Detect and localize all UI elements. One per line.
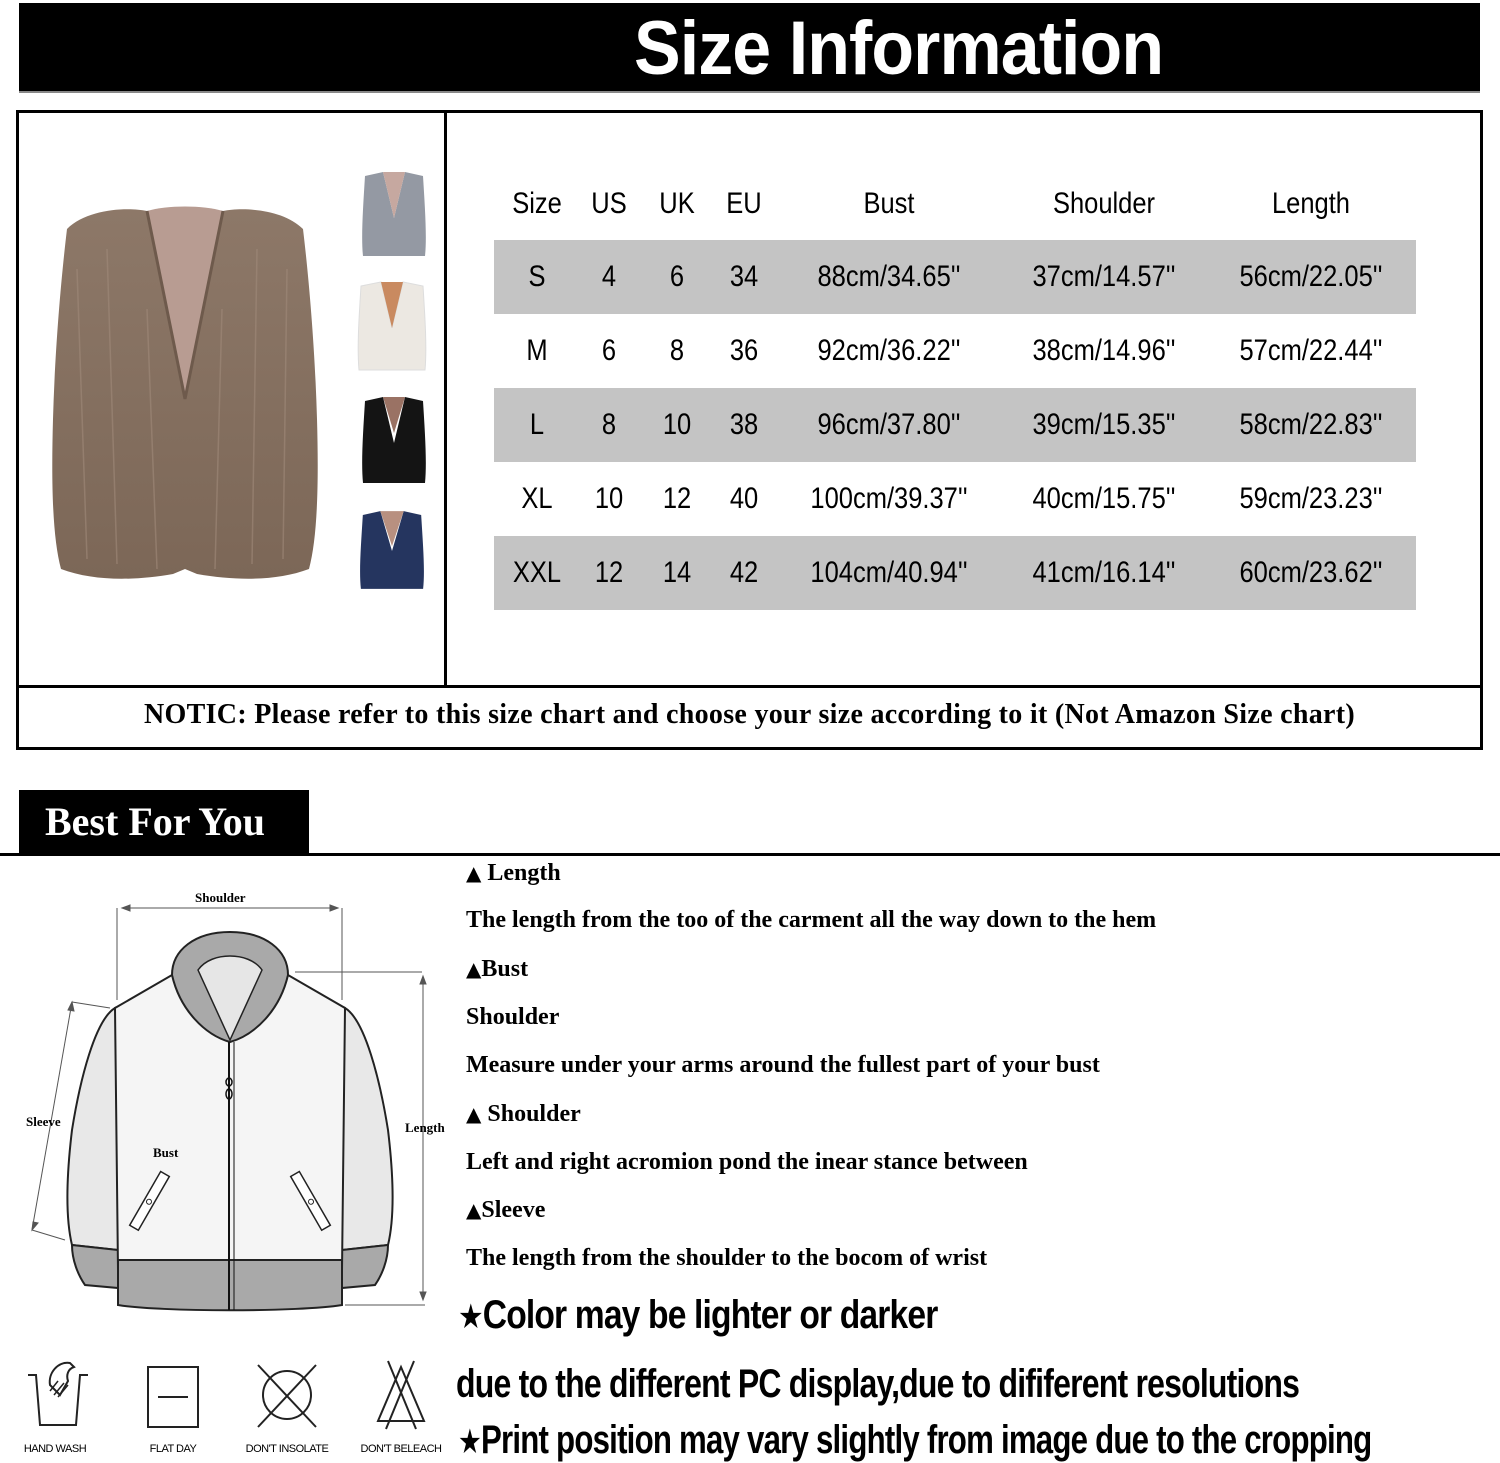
size-table <box>494 168 1416 610</box>
flat-dry-icon <box>138 1355 208 1430</box>
triangle-icon: ▲ <box>466 1102 482 1126</box>
no-sun-icon <box>252 1355 322 1430</box>
cell-length: 59cm/23.23'' <box>1239 482 1383 515</box>
cell-eu: 34 <box>729 260 759 293</box>
cell-bust: 104cm/40.94'' <box>810 556 968 589</box>
column-header: Length <box>1271 187 1350 220</box>
cell-uk: 6 <box>669 260 685 293</box>
cell-uk: 10 <box>662 408 692 441</box>
disclaimer-color: ★Color may be lighter or darker <box>458 1293 938 1337</box>
product-photo-main <box>47 189 323 587</box>
cell-eu: 38 <box>729 408 759 441</box>
product-thumbnail-gray <box>359 168 429 260</box>
page-title: Size Information <box>634 6 1164 91</box>
best-for-you-tab <box>19 790 309 854</box>
divider <box>444 113 447 685</box>
column-header: Bust <box>863 187 915 220</box>
care-item <box>232 1355 342 1455</box>
cell-length: 60cm/23.62'' <box>1239 556 1383 589</box>
column-header: US <box>591 187 627 220</box>
cell-eu: 36 <box>729 334 759 367</box>
cell-size: S <box>528 260 546 293</box>
hand-wash-icon <box>20 1355 90 1430</box>
table-row <box>494 314 1416 388</box>
cell-bust: 88cm/34.65'' <box>817 260 961 293</box>
cell-shoulder: 40cm/15.75'' <box>1032 482 1176 515</box>
cell-bust: 100cm/39.37'' <box>810 482 968 515</box>
care-label: HAND WASH <box>23 1443 87 1455</box>
star-icon: ★ <box>458 1422 481 1462</box>
cell-us: 6 <box>601 334 617 367</box>
product-thumbnail-navy <box>357 506 427 594</box>
cell-length: 57cm/22.44'' <box>1239 334 1383 367</box>
disclaimer-print: ★Print position may vary slightly from image due to the cropping <box>458 1418 1372 1462</box>
care-item <box>0 1355 110 1455</box>
guide-heading-bust: ▲Bust <box>466 956 529 982</box>
no-bleach-icon <box>366 1355 436 1430</box>
cell-us: 4 <box>601 260 617 293</box>
guide-text: Measure under your arms around the fullest part of your bust <box>466 1052 1100 1078</box>
jacket-illustration <box>0 880 460 1320</box>
cell-uk: 14 <box>662 556 692 589</box>
column-header: UK <box>659 187 695 220</box>
cell-us: 10 <box>594 482 624 515</box>
diagram-label-length: Length <box>405 1120 445 1135</box>
cell-size: L <box>529 408 545 441</box>
section-title: Best For You <box>45 799 265 844</box>
cell-size: XL <box>521 482 553 515</box>
column-header: Shoulder <box>1052 187 1156 220</box>
cell-shoulder: 41cm/16.14'' <box>1032 556 1176 589</box>
cell-length: 58cm/22.83'' <box>1239 408 1383 441</box>
care-label: DON'T INSOLATE <box>245 1443 329 1455</box>
product-thumbnail-black <box>359 393 429 487</box>
triangle-icon: ▲ <box>466 957 482 981</box>
cell-us: 12 <box>594 556 624 589</box>
care-label: DON'T BELEACH <box>360 1443 442 1455</box>
size-notice: NOTIC: Please refer to this size chart and choose your size according to it (Not Amazon Size chart) <box>144 699 1355 730</box>
cell-eu: 42 <box>729 556 759 589</box>
size-chart-frame <box>16 110 1483 750</box>
cell-bust: 96cm/37.80'' <box>817 408 961 441</box>
guide-text: The length from the too of the carment all the way down to the hem <box>466 907 1157 933</box>
care-instructions <box>0 1355 460 1463</box>
cell-us: 8 <box>601 408 617 441</box>
table-header <box>494 168 1416 240</box>
column-header: Size <box>512 187 562 220</box>
guide-heading-length: ▲ Length <box>466 860 561 886</box>
guide-text: The length from the shoulder to the bocom of wrist <box>466 1245 988 1271</box>
care-label: FLAT DAY <box>149 1443 197 1455</box>
care-item <box>118 1355 228 1455</box>
triangle-icon: ▲ <box>466 1198 482 1222</box>
cell-shoulder: 37cm/14.57'' <box>1032 260 1176 293</box>
care-item <box>346 1355 456 1455</box>
cell-uk: 8 <box>669 334 685 367</box>
divider <box>0 853 1500 856</box>
diagram-label-sleeve: Sleeve <box>26 1114 61 1129</box>
guide-text: Shoulder <box>466 1004 560 1030</box>
cell-uk: 12 <box>662 482 692 515</box>
guide-heading-sleeve: ▲Sleeve <box>466 1197 546 1223</box>
cell-shoulder: 39cm/15.35'' <box>1032 408 1176 441</box>
divider <box>19 685 1480 688</box>
cell-size: M <box>526 334 548 367</box>
cell-shoulder: 38cm/14.96'' <box>1032 334 1176 367</box>
title-banner <box>19 3 1480 93</box>
guide-text: Left and right acromion pond the inear stance between <box>466 1149 1028 1175</box>
cell-length: 56cm/22.05'' <box>1239 260 1383 293</box>
guide-heading-shoulder: ▲ Shoulder <box>466 1101 581 1127</box>
cell-size: XXL <box>512 556 562 589</box>
cell-eu: 40 <box>729 482 759 515</box>
disclaimer-display: due to the different PC display,due to dififerent resolutions <box>456 1362 1300 1406</box>
table-row <box>494 240 1416 314</box>
product-thumbnail-white <box>357 278 427 375</box>
diagram-label-shoulder: Shoulder <box>195 890 246 905</box>
diagram-label-bust: Bust <box>153 1145 179 1160</box>
triangle-icon: ▲ <box>466 861 482 885</box>
column-header: EU <box>726 187 762 220</box>
cell-bust: 92cm/36.22'' <box>817 334 961 367</box>
table-row <box>494 536 1416 610</box>
table-row <box>494 462 1416 536</box>
measurement-diagram <box>0 880 460 1320</box>
star-icon: ★ <box>458 1297 483 1337</box>
table-row <box>494 388 1416 462</box>
